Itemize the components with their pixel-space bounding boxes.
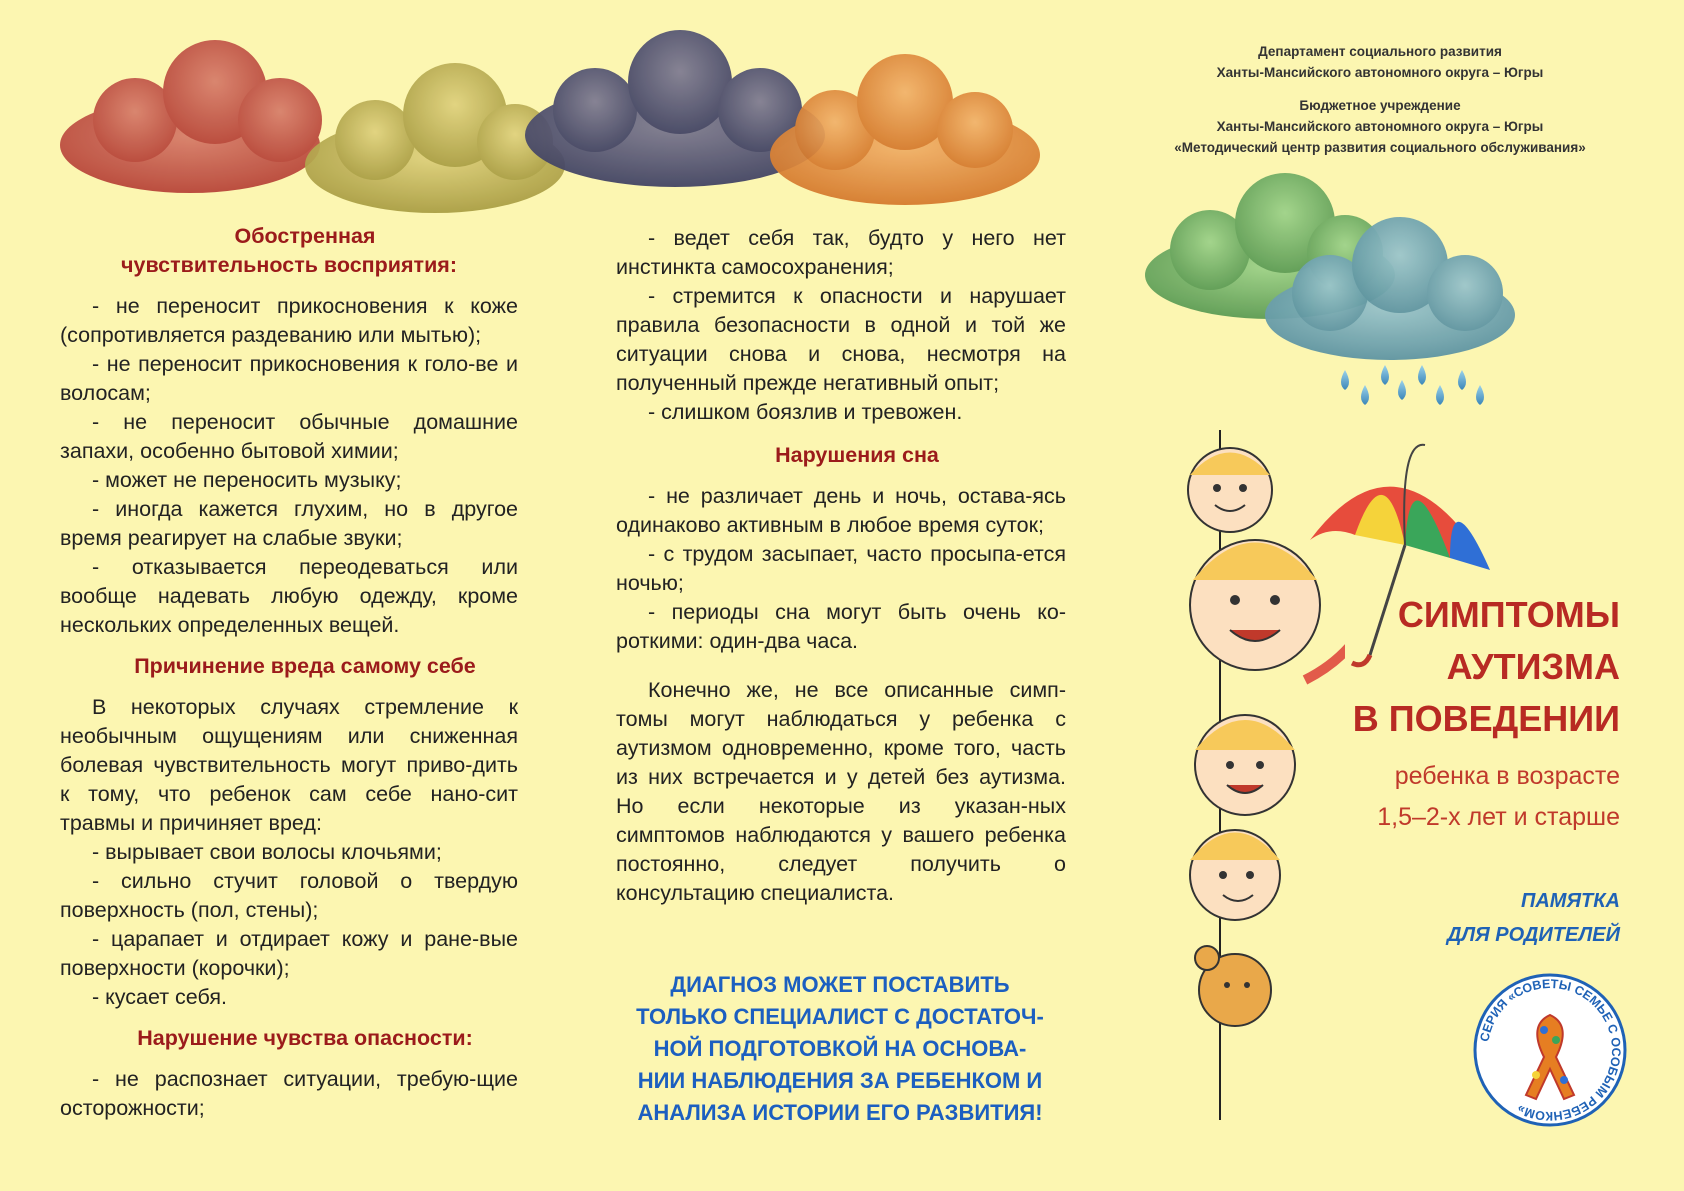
paragraph: В некоторых случаях стремление к необычным ощущениям или сниженная болевая чувствительность могут приво-дить к тому, что ребенок сам себе нано-сит травмы и причиняет вред: <box>60 695 518 835</box>
series-seal <box>1470 970 1630 1130</box>
list-item: - слишком боязлив и тревожен. <box>648 400 963 424</box>
diagnosis-note <box>610 969 1070 1129</box>
heading-danger: Нарушение чувства опасности: <box>137 1026 473 1050</box>
memo-line: ПАМЯТКА <box>1520 890 1620 912</box>
diagnosis-line: ТОЛЬКО СПЕЦИАЛИСТ С ДОСТАТОЧ- <box>636 1004 1044 1029</box>
memo-line: ДЛЯ РОДИТЕЛЕЙ <box>1446 924 1620 946</box>
org-line: Ханты-Мансийского автономного округа – Югры <box>1216 65 1544 80</box>
child-face <box>1188 448 1272 532</box>
list-item: - вырывает свои волосы клочьями; <box>92 840 442 864</box>
seal-text: СЕРИЯ «СОВЕТЫ СЕМЬЕ С ОСОБЫМ РЕБЕНКОМ» <box>1477 976 1624 1124</box>
org-line: Ханты-Мансийского автономного округа – Югры <box>1216 119 1544 134</box>
conclusion-paragraph: Конечно же, не все описанные симп-томы могут наблюдаться у ребенка с аутизмом одновременно, кроме того, часть из них встречается и у детей без аутизма. Но если некоторые из указан-ных симптомов наблюдаются у вашего ребенка постоянно, следует получить о консультацию специалиста. <box>616 678 1066 905</box>
column-left <box>60 222 518 1123</box>
list-item: - сильно стучит головой о твердую поверхность (пол, стены); <box>60 869 518 922</box>
title-line: СИМПТОМЫ <box>1397 594 1620 635</box>
subtitle-line: ребенка в возрасте <box>1394 762 1620 790</box>
title-line: В ПОВЕДЕНИИ <box>1352 698 1620 739</box>
column-middle <box>616 224 1066 908</box>
teddy-bear <box>1195 946 1271 1026</box>
clouds-banner <box>55 30 1055 220</box>
child-face <box>1190 830 1280 920</box>
diagnosis-line: ДИАГНОЗ МОЖЕТ ПОСТАВИТЬ <box>670 972 1010 997</box>
org-line: Бюджетное учреждение <box>1299 98 1461 113</box>
rain-clouds <box>1140 165 1570 435</box>
memo-label <box>1320 884 1620 952</box>
diagnosis-line: НИИ НАБЛЮДЕНИЯ ЗА РЕБЕНКОМ И <box>637 1068 1043 1093</box>
org-line: «Методический центр развития социального обслуживания» <box>1174 140 1586 155</box>
list-item: - не переносит прикосновения к голо-ве и волосам; <box>60 352 518 405</box>
list-item: - периоды сна могут быть очень ко-роткими: один-два часа. <box>616 600 1066 653</box>
org-line: Департамент социального развития <box>1258 44 1502 59</box>
list-item: - не переносит прикосновения к коже (сопротивляется раздеванию или мытью); <box>60 294 518 347</box>
orange-cloud <box>770 54 1040 205</box>
cover-title <box>1280 589 1620 745</box>
list-item: - ведет себя так, будто у него нет инстинкта самосохранения; <box>616 226 1066 279</box>
list-item: - с трудом засыпает, часто просыпа-ется ночью; <box>616 542 1066 595</box>
list-item: - иногда кажется глухим, но в другое время реагирует на слабые звуки; <box>60 497 518 550</box>
list-item: - не различает день и ночь, остава-ясь одинаково активным в любое время суток; <box>616 484 1066 537</box>
organization-header <box>1130 41 1630 158</box>
list-item: - кусает себя. <box>92 985 227 1009</box>
red-cloud <box>60 40 322 193</box>
list-item: - царапает и отдирает кожу и ране-вые поверхности (корочки); <box>60 927 518 980</box>
subtitle-line: 1,5–2-х лет и старше <box>1377 803 1620 831</box>
diagnosis-line: НОЙ ПОДГОТОВКОЙ НА ОСНОВА- <box>653 1036 1027 1061</box>
list-item: - отказывается переодеваться или вообще надевать любую одежду, кроме нескольких определенных вещей. <box>60 555 518 637</box>
list-item: - не переносит обычные домашние запахи, особенно бытовой химии; <box>60 410 518 463</box>
heading-self-harm: Причинение вреда самому себе <box>134 654 476 678</box>
raindrops <box>1341 365 1484 405</box>
list-item: - стремится к опасности и нарушает правила безопасности в одной и той же ситуации снова и снова, несмотря на полученный прежде негативный опыт; <box>616 284 1066 395</box>
list-item: - может не переносить музыку; <box>92 468 402 492</box>
diagnosis-line: АНАЛИЗА ИСТОРИИ ЕГО РАЗВИТИЯ! <box>637 1100 1043 1125</box>
cover-subtitle <box>1280 756 1620 838</box>
list-item: - не распознает ситуации, требую-щие осторожности; <box>60 1067 518 1120</box>
heading-sensitivity: Обостренная чувствительность восприятия: <box>121 224 457 277</box>
title-line: АУТИЗМА <box>1446 646 1620 687</box>
heading-sleep: Нарушения сна <box>775 443 939 467</box>
